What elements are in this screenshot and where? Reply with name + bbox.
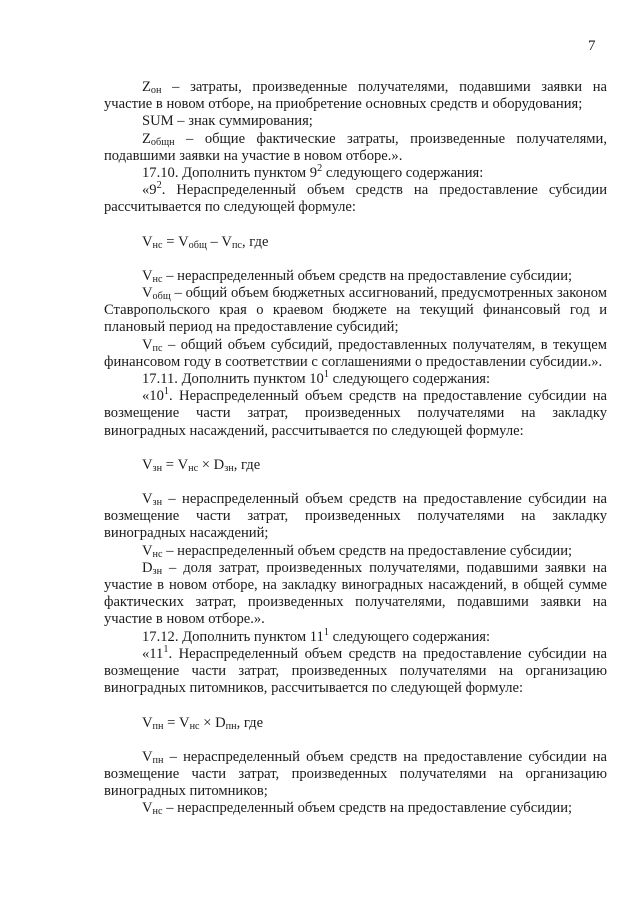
page-number: 7 — [588, 38, 596, 54]
definition-z-on: $Z_{он}$ – затраты, произведенные получателями, подавшими заявки на участие в новом отборе, на приобретение основных средств и оборудования; — [104, 79, 607, 113]
definition-z-obshch: $Z_{общн}$ – общие фактические затраты, произведенные получателями, подавшими заявки на участие в новом отборе.». — [104, 130, 607, 164]
definition-d-zn: $D_{зн}$ – доля затрат, произведенных получателями, подавшими заявки на участие в новом отборе, на закладку виноградных насаждений, в общей сумме фактических затрат, произведенных получателями, подавшими заявки на участие в новом отборе.». — [104, 559, 607, 628]
item-9-2: «$9^2$. Нераспределенный объем средств на предоставление субсидии рассчитывается по следующей формуле: — [104, 180, 607, 216]
definition-v-ns: $V_{нс}$ – нераспределенный объем средств на предоставление субсидии; — [142, 267, 573, 285]
formula-v-ns: $V_{нс} = V_{общ} - V_{пс}$, где — [142, 233, 269, 251]
definition-sum: SUM – знак суммирования; — [142, 113, 313, 130]
formula-v-zn: $V_{зн} = V_{нс} \times D_{зн}$, где — [142, 456, 261, 474]
definition-v-obshch: $V_{общ}$ – общий объем бюджетных ассигнований, предусмотренных законом Ставропольского края о краевом бюджете на текущий финансовый год и плановый период на предоставление субсидий; — [104, 285, 607, 336]
definition-v-ns-3: $V_{нс}$ – нераспределенный объем средств на предоставление субсидии; — [142, 800, 573, 818]
definition-v-ns-2: $V_{нс}$ – нераспределенный объем средств на предоставление субсидии; — [142, 542, 573, 560]
definition-v-pn: $V_{пн}$ – нераспределенный объем средств на предоставление субсидии на возмещение части затрат, произведенных получателями на организацию виноградных питомников; — [104, 748, 607, 800]
item-10-1: «$10^1$. Нераспределенный объем средств на предоставление субсидии на возмещение части затрат, произведенных получателями на закладку виноградных насаждений, рассчитывается по следующей формуле: — [104, 386, 607, 439]
clause-17-10: 17.10. Дополнить пунктом $9^2$ следующего содержания: — [142, 163, 484, 182]
document-body — [104, 79, 607, 818]
clause-17-12: 17.12. Дополнить пунктом $11^1$ следующего содержания: — [142, 626, 491, 645]
formula-v-pn: $V_{пн} = V_{нс} \times D_{пн}$, где — [142, 714, 264, 732]
item-11-1: «$11^1$. Нераспределенный объем средств на предоставление субсидии на возмещение части затрат, произведенных получателями на организацию виноградных питомников, рассчитывается по следующей формуле: — [104, 643, 607, 697]
clause-17-11: 17.11. Дополнить пунктом $10^1$ следующего содержания: — [142, 369, 491, 388]
definition-v-ps: $V_{пс}$ – общий объем субсидий, предоставленных получателям, в текущем финансовом году в соответствии с соглашениями о предоставлении субсидии.». — [104, 336, 607, 370]
definition-v-zn: $V_{зн}$ – нераспределенный объем средств на предоставление субсидии на возмещение части затрат, произведенных получателями на закладку виноградных насаждений; — [104, 491, 607, 542]
